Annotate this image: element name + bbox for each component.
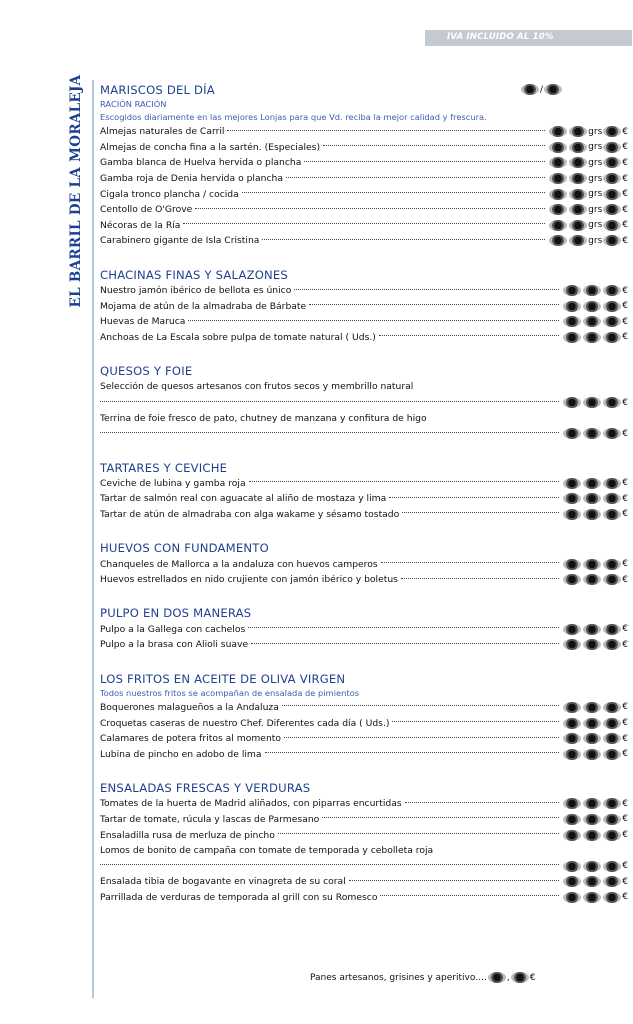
watermark-icon [603,798,621,809]
dot-leader [251,643,559,644]
dot-leader [100,432,559,433]
watermark-icon [603,332,621,343]
section-tartares [100,460,628,523]
watermark-icon [603,173,621,184]
watermark-icon [583,428,601,439]
menu-item [100,890,628,906]
item-name: Tartar de salmón real con aguacate al aliño de mostaza y lima [100,493,387,505]
dot-leader [195,208,545,209]
item-price [562,876,628,887]
menu-item [100,556,628,572]
dot-leader [262,239,545,240]
watermark-icon [603,189,621,200]
price-unit-euro: € [622,428,628,439]
item-name: Huevos estrellados en nido crujiente con jamón ibérico y boletus [100,574,398,586]
dot-leader [304,161,545,162]
price-unit-euro: € [622,332,628,343]
item-list [100,379,628,441]
watermark-icon [583,574,601,585]
menu-item [100,298,628,314]
watermark-icon [569,173,587,184]
price-unit-euro: € [622,397,628,408]
dot-leader [402,512,559,513]
item-name: Huevas de Maruca [100,316,186,328]
divider [92,80,94,998]
price-unit-euro: € [622,830,628,841]
item-price [548,126,628,137]
price-unit-euro: € [622,204,628,215]
section-subtitle: RACIÓN RACIÓN [100,99,167,109]
price-unit-euro: € [622,316,628,327]
menu-item [100,491,628,507]
price-unit-grs: grs [588,126,603,137]
price-unit-grs: grs [588,235,603,246]
section-title: LOS FRITOS EN ACEITE DE OLIVA VIRGEN [100,671,346,686]
watermark-icon [563,718,581,729]
menu-item [100,812,628,828]
watermark-icon [583,861,601,872]
item-price [562,301,628,312]
item-price [548,220,628,231]
dot-leader [309,304,559,305]
watermark-icon [563,332,581,343]
dot-leader [389,497,559,498]
section-title: ENSALADAS FRESCAS Y VERDURAS [100,781,311,796]
menu-item [100,843,628,859]
item-price [562,718,628,729]
item-price [562,316,628,327]
price-unit-euro: € [622,574,628,585]
section-quesos [100,363,628,441]
price-unit-euro: € [622,478,628,489]
dot-leader [322,817,559,818]
menu-item [100,155,628,171]
price-unit-euro: € [622,301,628,312]
price-unit-euro: € [622,718,628,729]
dot-leader [323,145,545,146]
item-name: Cigala tronco plancha / cocida [100,188,239,200]
watermark-icon [583,332,601,343]
dot-leader [401,578,559,579]
item-name: Gamba roja de Denia hervida o plancha [100,173,283,185]
price-unit-euro: € [622,493,628,504]
item-name: Nécoras de la Ría [100,219,181,231]
watermark-icon [563,624,581,635]
watermark-icon [563,493,581,504]
menu-item [100,410,628,426]
section-huevos [100,540,628,587]
price-unit-grs: grs [588,157,603,168]
watermark-icon [549,173,567,184]
item-name: Carabinero gigante de Isla Cristina [100,235,260,247]
dot-leader [100,401,559,402]
watermark-icon [583,559,601,570]
section-title: HUEVOS CON FUNDAMENTO [100,541,269,556]
price-unit-euro: € [622,876,628,887]
item-name: Almejas de concha fina a la sartén. (Especiales) [100,141,321,153]
price-unit-euro: € [622,157,628,168]
watermark-icon [583,493,601,504]
menu-item [100,507,628,523]
item-list [100,283,628,345]
watermark-icon [603,316,621,327]
watermark-icon [603,559,621,570]
menu-item [100,476,628,492]
watermark-icon [583,892,601,903]
watermark-icon [603,814,621,825]
item-list [100,621,628,652]
item-name: Terrina de foie fresco de pato, chutney de manzana y confitura de higo [100,412,427,424]
dot-leader [188,320,559,321]
dot-leader [278,833,559,834]
menu-item [100,700,628,716]
price-unit-euro: € [622,235,628,246]
watermark-icon [583,798,601,809]
watermark-icon [563,478,581,489]
item-list [100,796,628,905]
item-name: Ceviche de lubina y gamba roja [100,477,246,489]
menu-item [100,572,628,588]
price-unit-euro: € [622,749,628,760]
dot-leader [265,752,560,753]
watermark-icon [603,235,621,246]
menu-item [100,746,628,762]
dot-leader [249,481,560,482]
menu-item-price-line [100,858,628,874]
item-price [562,702,628,713]
section-mariscos [100,82,628,249]
price-unit-euro: € [622,559,628,570]
dot-leader [294,289,559,290]
watermark-icon [563,876,581,887]
price-unit-euro: € [622,798,628,809]
watermark-icon [563,301,581,312]
menu-item-price-line [100,426,628,442]
watermark-icon [603,861,621,872]
watermark-icon [603,478,621,489]
dot-leader [284,737,559,738]
item-price [562,509,628,520]
dot-leader [100,864,559,865]
watermark-icon [549,157,567,168]
menu-item [100,314,628,330]
watermark-icon [583,876,601,887]
watermark-icon [563,397,581,408]
item-price [562,733,628,744]
price-unit-euro: € [622,814,628,825]
watermark-icon [603,204,621,215]
menu-item [100,233,628,249]
price-unit-euro: € [622,733,628,744]
watermark-icon [563,428,581,439]
menu-item [100,637,628,653]
item-list [100,124,628,249]
watermark-icon [488,972,506,983]
section-fritos [100,671,628,762]
item-price [548,204,628,215]
menu-item [100,171,628,187]
menu-item [100,140,628,156]
price-unit-grs: grs [588,173,603,184]
menu-item [100,202,628,218]
watermark-icon [569,189,587,200]
section-chacinas [100,267,628,345]
price-unit-euro: € [622,126,628,137]
item-price [562,559,628,570]
watermark-icon [583,749,601,760]
price-unit-euro: € [622,861,628,872]
menu-item [100,379,628,395]
price-unit-grs: grs [588,142,603,153]
watermark-icon [603,285,621,296]
dot-leader [248,627,559,628]
footer-text: Panes artesanos, grisines y aperitivo [310,972,476,983]
item-price [548,142,628,153]
item-price [548,189,628,200]
menu-item [100,874,628,890]
watermark-icon [603,301,621,312]
price-unit-grs: grs [588,220,603,231]
watermark-icon [603,157,621,168]
item-name: Lomos de bonito de campaña con tomate de temporada y cebolleta roja [100,845,434,857]
watermark-icon [603,892,621,903]
watermark-icon [603,876,621,887]
watermark-icon [549,189,567,200]
item-price [562,397,628,408]
watermark-icon [563,830,581,841]
side-title [64,74,88,308]
watermark-icon [603,718,621,729]
watermark-icon [549,220,567,231]
price-unit-euro: € [622,173,628,184]
item-list [100,700,628,762]
section-title: MARISCOS DEL DÍA [100,83,215,97]
item-name: Nuestro jamón ibérico de bellota es único [100,285,292,297]
item-name: Croquetas caseras de nuestro Chef. Diferentes cada día ( Uds.) [100,717,390,729]
watermark-icon [563,559,581,570]
price-unit-euro: € [622,142,628,153]
dot-leader [381,562,560,563]
watermark-icon [583,397,601,408]
watermark-icon [603,639,621,650]
watermark-icon [549,235,567,246]
menu-item [100,621,628,637]
watermark-icon [603,397,621,408]
footer-bread: Panes artesanos, grisines y aperitivo .... , € [310,972,536,983]
watermark-icon [563,509,581,520]
section-title: TARTARES Y CEVICHE [100,460,228,475]
watermark-icon [511,972,529,983]
dot-leader [349,880,560,881]
menu-item [100,330,628,346]
dot-leader [392,721,559,722]
header-watermark: / [520,84,563,95]
watermark-icon [603,126,621,137]
watermark-icon [563,702,581,713]
item-name: Parrillada de verduras de temporada al grill con su Romesco [100,891,378,903]
menu-item [100,218,628,234]
menu-item [100,124,628,140]
dot-leader [379,335,559,336]
item-name: Anchoas de La Escala sobre pulpa de tomate natural ( Uds.) [100,331,376,343]
menu-item-price-line [100,395,628,411]
menu-item [100,796,628,812]
section-title: QUESOS Y FOIE [100,364,193,379]
item-name: Ensaladilla rusa de merluza de pincho [100,829,275,841]
watermark-icon [563,639,581,650]
watermark-icon [583,702,601,713]
footer-unit: € [529,972,536,983]
dot-leader [227,130,545,131]
menu-item [100,186,628,202]
item-price [562,285,628,296]
dot-leader [183,223,545,224]
price-unit-euro: € [622,702,628,713]
watermark-icon [569,235,587,246]
dot-leader [405,802,560,803]
watermark-icon [583,478,601,489]
section-ensaladas [100,780,628,905]
item-price [562,574,628,585]
item-price [562,624,628,635]
watermark-icon [563,316,581,327]
dot-leader [282,705,559,706]
item-price [562,892,628,903]
item-price [562,861,628,872]
item-price [548,157,628,168]
section-pulpo [100,605,628,652]
price-unit-euro: € [622,189,628,200]
section-note: Todos nuestros fritos se acompañan de ensalada de pimientos [100,687,360,698]
iva-banner [425,30,632,46]
iva-label: IVA INCLUIDO AL 10% [447,32,554,42]
watermark-icon [603,749,621,760]
watermark-icon [603,830,621,841]
watermark-icon [603,142,621,153]
watermark-icon [583,509,601,520]
price-unit-euro: € [622,220,628,231]
watermark-icon [549,142,567,153]
section-title: CHACINAS FINAS Y SALAZONES [100,267,288,282]
item-name: Almejas naturales de Carril [100,126,225,138]
item-name: Gamba blanca de Huelva hervida o plancha [100,157,302,169]
item-name: Centollo de O'Grove [100,204,193,216]
watermark-icon [583,639,601,650]
watermark-icon [583,718,601,729]
section-note: Escogidos diariamente en las mejores Lonjas para que Vd. reciba la mejor calidad y frescura. [100,112,487,122]
watermark-icon [549,126,567,137]
watermark-icon [569,204,587,215]
watermark-icon [603,509,621,520]
item-price [562,798,628,809]
watermark-icon [603,733,621,744]
item-name: Boquerones malagueños a la Andaluza [100,701,279,713]
watermark-icon [583,285,601,296]
item-name: Tomates de la huerta de Madrid aliñados, con piparras encurtidas [100,798,402,810]
price-unit-euro: € [622,624,628,635]
watermark-icon [583,733,601,744]
watermark-icon [583,624,601,635]
watermark-icon [603,493,621,504]
dot-leader [242,192,545,193]
watermark-icon [569,126,587,137]
item-list [100,476,628,523]
watermark-icon [603,702,621,713]
menu-content [100,82,628,923]
item-price [562,332,628,343]
watermark-icon [583,814,601,825]
item-price [562,493,628,504]
watermark-icon [569,220,587,231]
watermark-icon [603,220,621,231]
watermark-icon [563,285,581,296]
watermark-icon [563,733,581,744]
item-price [548,235,628,246]
menu-item [100,827,628,843]
price-unit-grs: grs [588,189,603,200]
item-name: Selección de quesos artesanos con frutos secos y membrillo natural [100,381,414,393]
item-name: Tartar de atún de almadraba con alga wakame y sésamo tostado [100,508,400,520]
watermark-icon [569,157,587,168]
watermark-icon [563,892,581,903]
item-name: Chanqueles de Mallorca a la andaluza con huevos camperos [100,558,378,570]
item-name: Mojama de atún de la almadraba de Bárbate [100,300,307,312]
item-name: Tartar de tomate, rúcula y lascas de Parmesano [100,813,320,825]
section-title: PULPO EN DOS MANERAS [100,606,252,621]
watermark-icon [563,574,581,585]
item-name: Ensalada tibia de bogavante en vinagreta de su coral [100,876,346,888]
item-price [548,173,628,184]
price-unit-euro: € [622,639,628,650]
menu-item [100,715,628,731]
item-price [562,639,628,650]
watermark-icon [603,428,621,439]
menu-item [100,731,628,747]
dot-leader [286,177,545,178]
menu-item [100,283,628,299]
item-name: Calamares de potera fritos al momento [100,733,281,745]
item-price [562,428,628,439]
price-unit-euro: € [622,892,628,903]
price-unit-euro: € [622,285,628,296]
watermark-icon [563,749,581,760]
dot-leader [380,895,559,896]
watermark-icon [563,798,581,809]
item-price [562,749,628,760]
item-list [100,556,628,587]
watermark-icon [563,814,581,825]
item-price [562,478,628,489]
watermark-icon [583,301,601,312]
watermark-icon [603,624,621,635]
watermark-icon [563,861,581,872]
watermark-icon [583,316,601,327]
watermark-icon [549,204,567,215]
watermark-icon [569,142,587,153]
item-name: Pulpo a la brasa con Alioli suave [100,639,249,651]
price-unit-grs: grs [588,204,603,215]
watermark-icon [603,574,621,585]
item-price [562,830,628,841]
item-price [562,814,628,825]
side-title-text: EL BARRIL DE LA MORALEJA [68,74,84,308]
price-unit-euro: € [622,509,628,520]
watermark-icon [583,830,601,841]
item-name: Lubina de pincho en adobo de lima [100,748,262,760]
item-name: Pulpo a la Gallega con cachelos [100,623,246,635]
